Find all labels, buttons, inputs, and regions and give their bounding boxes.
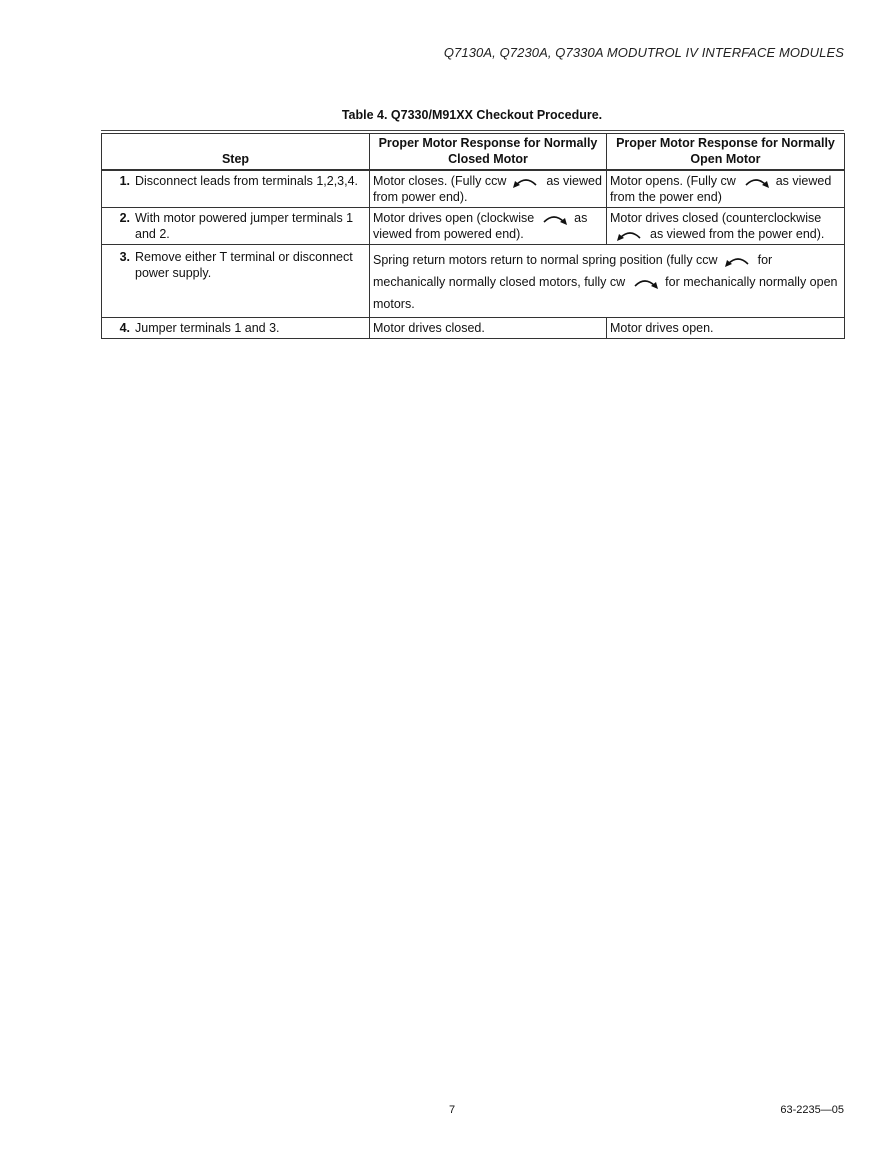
table-row [102, 318, 845, 339]
counterclockwise-arrow-icon [724, 254, 752, 268]
column-header-normally-open: Proper Motor Response for Normally Open Motor [607, 134, 845, 171]
response-text: as viewed from power end). [373, 174, 602, 204]
step-number: 4. [119, 321, 130, 335]
column-header-step: Step [102, 134, 370, 171]
counterclockwise-arrow-icon [512, 175, 540, 189]
step-number: 2. [119, 211, 130, 225]
spring-return-response [370, 245, 845, 318]
checkout-table-container [101, 130, 844, 339]
step-text: Disconnect leads from terminals 1,2,3,4. [135, 174, 359, 188]
normally-open-response: Motor drives open. [607, 318, 845, 339]
normally-open-response [607, 170, 845, 208]
table-row [102, 208, 845, 245]
clockwise-arrow-icon [742, 175, 770, 189]
normally-open-response [607, 208, 845, 245]
response-text: Motor drives closed (counterclockwise [610, 211, 822, 225]
normally-closed-response: Motor drives closed. [370, 318, 607, 339]
normally-closed-response [370, 208, 607, 245]
step-number: 3. [119, 250, 130, 264]
response-text: Motor drives open (clockwise [373, 211, 535, 225]
normally-closed-response [370, 170, 607, 208]
response-text: as viewed from powered end). [373, 211, 588, 241]
table-row [102, 245, 845, 318]
step-text: Remove either T terminal or disconnect power supply. [135, 250, 353, 280]
response-text: as viewed from the power end) [610, 174, 832, 204]
step-text: With motor powered jumper terminals 1 and 2. [135, 211, 354, 241]
checkout-procedure-table [101, 133, 845, 339]
step-cell [102, 245, 370, 318]
step-cell [102, 208, 370, 245]
step-text: Jumper terminals 1 and 3. [135, 321, 280, 335]
response-text: for mechanically normally open motors. [373, 275, 838, 311]
table-header-row [102, 134, 845, 171]
clockwise-arrow-icon [631, 276, 659, 290]
response-text: for mechanically normally closed motors, fully cw [373, 253, 773, 289]
column-header-normally-closed: Proper Motor Response for Normally Closed Motor [370, 134, 607, 171]
table-row [102, 170, 845, 208]
step-cell [102, 318, 370, 339]
running-header: Q7130A, Q7230A, Q7330A MODUTROL IV INTERFACE MODULES [443, 45, 844, 60]
response-text: as viewed from the power end). [650, 227, 825, 241]
clockwise-arrow-icon [540, 212, 568, 226]
step-cell [102, 170, 370, 208]
response-text: Motor opens. (Fully cw [610, 174, 736, 188]
counterclockwise-arrow-icon [616, 228, 644, 242]
document-number: 63-2235—05 [780, 1104, 844, 1116]
step-number: 1. [119, 174, 130, 188]
response-text: Spring return motors return to normal spring position (fully ccw [373, 253, 718, 267]
response-text: Motor closes. (Fully ccw [373, 174, 507, 188]
page-number: 7 [449, 1104, 456, 1116]
table-title: Table 4. Q7330/M91XX Checkout Procedure. [341, 108, 603, 122]
